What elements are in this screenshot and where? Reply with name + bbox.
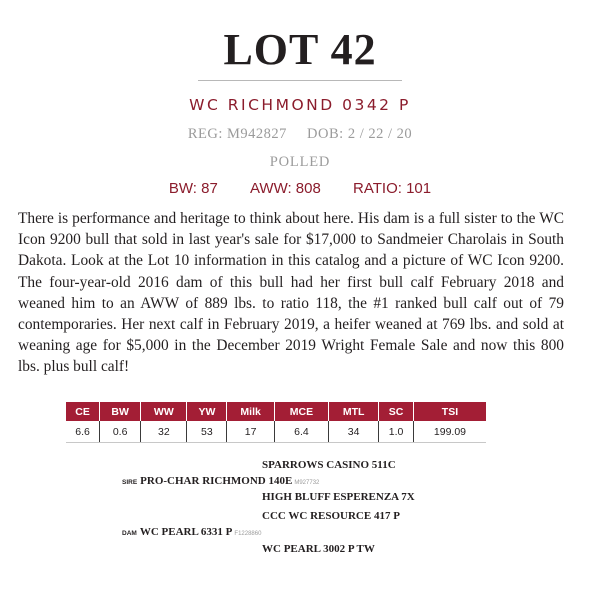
dam-reg-number: F1228860 bbox=[234, 531, 262, 537]
date-of-birth: DOB: 2 / 22 / 20 bbox=[307, 126, 413, 142]
pedigree-dam-dam: WC PEARL 3002 P TW bbox=[262, 543, 375, 555]
epd-value-bw: 0.6 bbox=[100, 421, 141, 443]
animal-name: WC RICHMOND 0342 P bbox=[189, 96, 411, 114]
pedigree-dam-sire: CCC WC RESOURCE 417 P bbox=[262, 510, 400, 522]
epd-header-row bbox=[66, 402, 486, 421]
title-divider bbox=[198, 80, 402, 81]
sire-reg-number: M927732 bbox=[294, 480, 320, 486]
epd-value-ww: 32 bbox=[141, 421, 187, 443]
epd-header-yw: YW bbox=[187, 402, 227, 421]
lot-description: There is performance and heritage to think about here. His dam is a full sister to the WC Icon 9200 bull that sold in last year's sale for $17,000 to Sandmeier Charolais in South Dakota. Look at the Lot 10 information in this catalog and a picture of WC Icon 9200. The four-year-old 2016 dam of this bull had her first bull calf February 2018 and weaned him to an AWW of 889 lbs. to ratio 118, the #1 ranked bull calf out of 79 contemporaries. Her next calf in February 2019, a heifer weaned at 769 lbs. and sold at weaning age for $5,000 in the December 2019 Wright Female Sale and now this 800 lbs. plus bull calf! bbox=[18, 210, 564, 376]
lot-title: LOT 42 bbox=[223, 25, 377, 74]
epd-value-sc: 1.0 bbox=[379, 421, 414, 443]
registration-line bbox=[0, 126, 600, 143]
epd-value-yw: 53 bbox=[187, 421, 227, 443]
sire-role-label: SIRE bbox=[122, 479, 138, 486]
epd-value-mce: 6.4 bbox=[274, 421, 328, 443]
epd-header-mtl: MTL bbox=[329, 402, 379, 421]
epd-value-milk: 17 bbox=[227, 421, 275, 443]
pedigree-dam bbox=[122, 526, 261, 538]
pedigree-sire bbox=[122, 475, 319, 487]
adjusted-weaning-weight: AWW: 808 bbox=[249, 180, 321, 197]
dam-role-label: DAM bbox=[122, 530, 137, 537]
epd-header-sc: SC bbox=[379, 402, 414, 421]
pedigree-sire-dam: HIGH BLUFF ESPERENZA 7X bbox=[262, 491, 415, 503]
epd-header-milk: Milk bbox=[227, 402, 275, 421]
birth-weight: BW: 87 bbox=[168, 180, 218, 197]
epd-value-row bbox=[66, 421, 486, 443]
epd-header-ce: CE bbox=[66, 402, 100, 421]
epd-value-mtl: 34 bbox=[329, 421, 379, 443]
ratio: RATIO: 101 bbox=[353, 180, 432, 197]
epd-header-tsi: TSI bbox=[413, 402, 486, 421]
registration-number: REG: M942827 bbox=[187, 126, 287, 142]
epd-header-ww: WW bbox=[141, 402, 187, 421]
epd-value-tsi: 199.09 bbox=[413, 421, 486, 443]
epd-header-bw: BW bbox=[100, 402, 141, 421]
pedigree-sire-sire: SPARROWS CASINO 511C bbox=[262, 459, 396, 471]
performance-line bbox=[0, 180, 600, 197]
sire-name: PRO-CHAR RICHMOND 140E bbox=[140, 475, 293, 487]
epd-value-ce: 6.6 bbox=[66, 421, 100, 443]
epd-header-mce: MCE bbox=[274, 402, 328, 421]
dam-name: WC PEARL 6331 P bbox=[139, 526, 233, 538]
polled-label: POLLED bbox=[269, 154, 331, 170]
epd-table bbox=[66, 402, 486, 443]
